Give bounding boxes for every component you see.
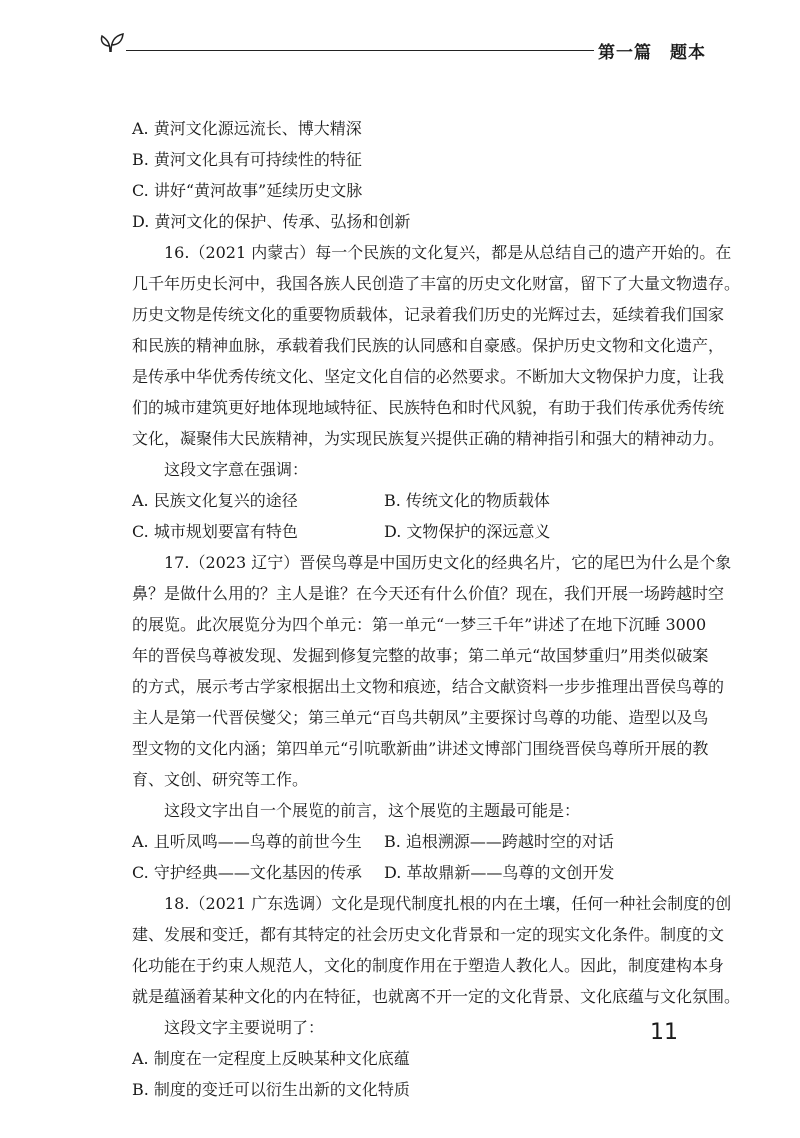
- q16-options-row-2: [132, 516, 674, 547]
- q17-line-5: 的方式，展示考古学家根据出土文物和痕迹，结合文献资料一步步推理出晋侯鸟尊的: [132, 677, 725, 696]
- q17-options-row-2: [132, 857, 674, 888]
- section-title: 第一篇 题本: [598, 43, 706, 63]
- question-18: [132, 888, 741, 1105]
- q16-line-2: 几千年历史长河中，我国各族人民创造了丰富的历史文化财富，留下了大量文物遗存。: [132, 274, 741, 293]
- q18-line-3: 化功能在于约束人规范人，文化的制度作用在于塑造人教化人。因此，制度建构本身: [132, 956, 725, 975]
- q18-line-4: 就是蕴涵着某种文化的内在特征，也就离不开一定的文化背景、文化底蕴与文化氛围。: [132, 987, 741, 1006]
- sprout-leaf-icon: [96, 30, 126, 54]
- page-number: 11: [650, 1020, 678, 1045]
- q16-option-a: A. 民族文化复兴的途径: [132, 491, 298, 510]
- q17-stem: 这段文字出自一个展览的前言，这个展览的主题最可能是：: [164, 801, 581, 820]
- q16-options-row-1: [132, 485, 674, 516]
- q17-option-b: B. 追根溯源——跨越时空的对话: [384, 832, 614, 851]
- header-rule: [126, 50, 594, 51]
- q16-line-3: 历史文物是传统文化的重要物质载体，记录着我们历史的光辉过去，延续着我们国家: [132, 305, 725, 324]
- q18-option-a: A. 制度在一定程度上反映某种文化底蕴: [132, 1049, 410, 1068]
- q17-option-c: C. 守护经典——文化基因的传承: [132, 863, 362, 882]
- q16-line-7: 文化，凝聚伟大民族精神，为实现民族复兴提供正确的精神指引和强大的精神动力。: [132, 429, 725, 448]
- q15-option-c: C. 讲好“黄河故事”延续历史文脉: [132, 181, 363, 200]
- page-header: [96, 28, 706, 68]
- question-16: [132, 237, 741, 547]
- q16-line-4: 和民族的精神血脉，承载着我们民族的认同感和自豪感。保护历史文物和文化遗产，: [132, 336, 725, 355]
- q17-option-d: D. 革故鼎新——鸟尊的文创开发: [384, 863, 615, 882]
- q17-line-8: 育、文创、研究等工作。: [132, 770, 309, 789]
- q16-line-6: 们的城市建筑更好地体现地域特征、民族特色和时代风貌，有助于我们传承优秀传统: [132, 398, 725, 417]
- q16-option-c: C. 城市规划要富有特色: [132, 522, 298, 541]
- q16-stem: 这段文字意在强调：: [164, 460, 309, 479]
- q18-option-b: B. 制度的变迁可以衍生出新的文化特质: [132, 1080, 410, 1099]
- q17-line-3: 的展览。此次展览分为四个单元：第一单元“一梦三千年”讲述了在地下沉睡 3000: [132, 615, 707, 634]
- q18-line-1: 18.（2021 广东选调）文化是现代制度扎根的内在土壤，任何一种社会制度的创: [164, 894, 732, 913]
- q17-line-2: 鼻？是做什么用的？主人是谁？在今天还有什么价值？现在，我们开展一场跨越时空: [132, 584, 725, 603]
- q15-option-b: B. 黄河文化具有可持续性的特征: [132, 150, 362, 169]
- q17-line-7: 型文物的文化内涵；第四单元“引吭歌新曲”讲述文博部门围绕晋侯鸟尊所开展的教: [132, 739, 709, 758]
- q15-option-a: A. 黄河文化源远流长、博大精深: [132, 119, 362, 138]
- question-17: [132, 547, 732, 888]
- q17-line-1: 17.（2023 辽宁）晋侯鸟尊是中国历史文化的经典名片，它的尾巴为什么是个象: [164, 553, 732, 572]
- q17-options-row-1: [132, 826, 674, 857]
- q16-option-d: D. 文物保护的深远意义: [384, 522, 551, 541]
- q15-options: [132, 113, 674, 237]
- q18-stem: 这段文字主要说明了：: [164, 1018, 325, 1037]
- q17-option-a: A. 且听凤鸣——鸟尊的前世今生: [132, 832, 362, 851]
- q16-line-5: 是传承中华优秀传统文化、坚定文化自信的必然要求。不断加大文物保护力度，让我: [132, 367, 725, 386]
- page-content: [132, 113, 741, 1105]
- q18-line-2: 建、发展和变迁，都有其特定的社会历史文化背景和一定的现实文化条件。制度的文: [132, 925, 725, 944]
- q17-line-6: 主人是第一代晋侯燮父；第三单元“百鸟共朝凤”主要探讨鸟尊的功能、造型以及鸟: [132, 708, 709, 727]
- q16-line-1: 16.（2021 内蒙古）每一个民族的文化复兴，都是从总结自己的遗产开始的。在: [164, 243, 732, 262]
- q17-line-4: 年的晋侯鸟尊被发现、发掘到修复完整的故事；第二单元“故国梦重归”用类似破案: [132, 646, 709, 665]
- q15-option-d: D. 黄河文化的保护、传承、弘扬和创新: [132, 212, 411, 231]
- q16-option-b: B. 传统文化的物质载体: [384, 491, 550, 510]
